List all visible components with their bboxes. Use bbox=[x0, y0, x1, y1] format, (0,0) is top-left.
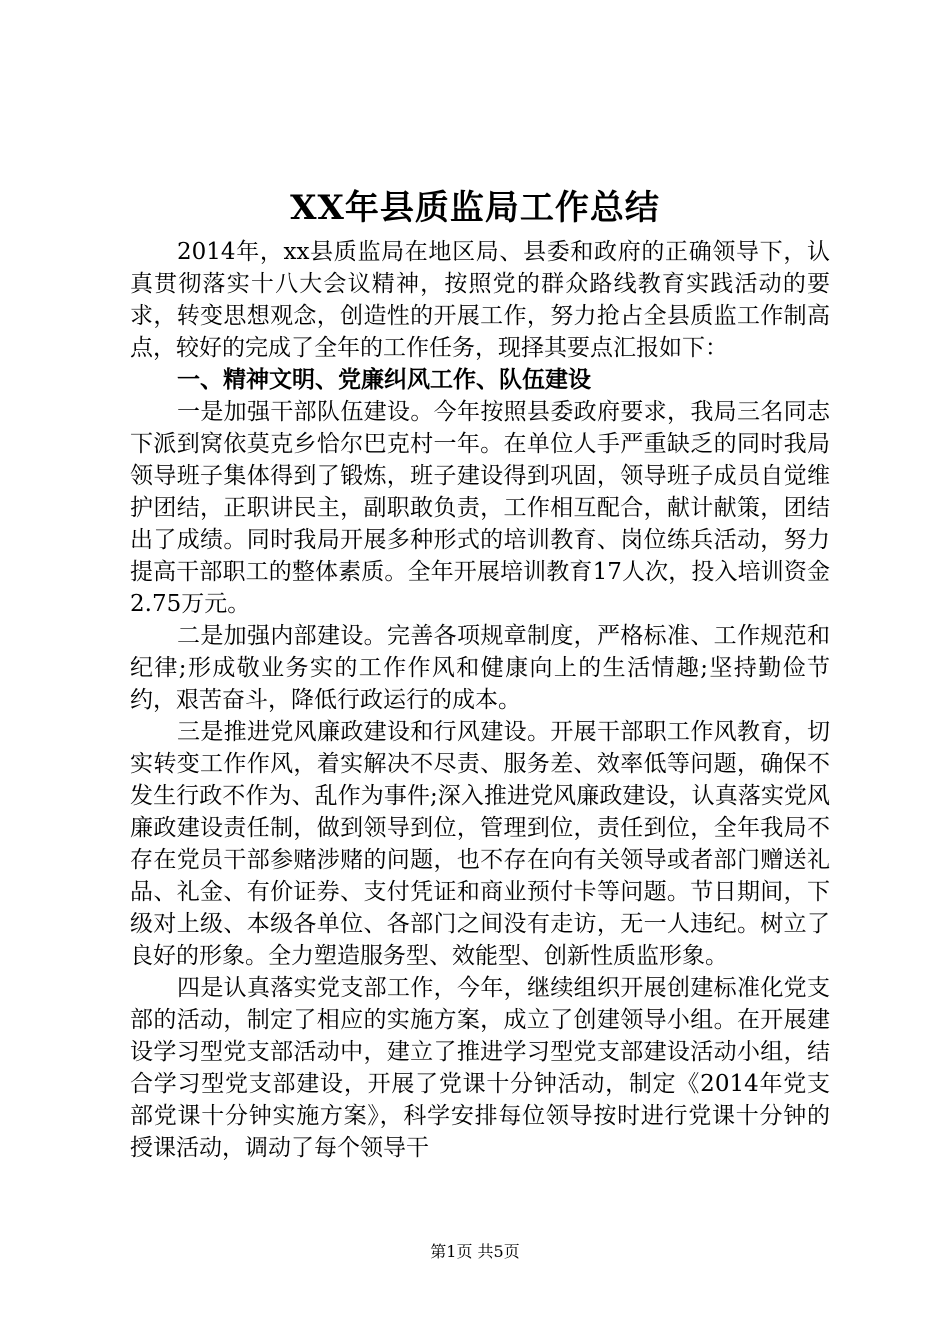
document-title: XX年县质监局工作总结 bbox=[290, 188, 660, 228]
intro-paragraph: 2014年，xx县质监局在地区局、县委和政府的正确领导下，认真贯彻落实十八大会议精神，按照党的群众路线教育实践活动的要求，转变思想观念，创造性的开展工作，努力抢占全县质监工作制高点，较好的完成了全年的工作任务，现择其要点汇报如下： bbox=[130, 239, 830, 361]
paragraph-one: 一是加强干部队伍建设。今年按照县委政府要求，我局三名同志下派到窝依莫克乡恰尔巴克村一年。在单位人手严重缺乏的同时我局领导班子集体得到了锻炼，班子建设得到巩固，领导班子成员自觉维护团结，正职讲民主，副职敢负责，工作相互配合，献计献策，团结出了成绩。同时我局开展多种形式的培训教育、岗位练兵活动，努力提高干部职工的整体素质。全年开展培训教育17人次，投入培训资金2.75万元。 bbox=[130, 399, 830, 617]
section-heading: 一、精神文明、党廉纠风工作、队伍建设 bbox=[177, 366, 591, 393]
paragraph-three: 三是推进党风廉政建设和行风建设。开展干部职工作风教育，切实转变工作作风，着实解决不尽责、服务差、效率低等问题，确保不发生行政不作为、乱作为事件;深入推进党风廉政建设，认真落实党风廉政建设责任制，做到领导到位，管理到位，责任到位，全年我局不存在党员干部参赌涉赌的问题，也不存在向有关领导或者部门赠送礼品、礼金、有价证券、支付凭证和商业预付卡等问题。节日期间，下级对上级、本级各单位、各部门之间没有走访，无一人违纪。树立了良好的形象。全力塑造服务型、效能型、创新性质监形象。 bbox=[130, 719, 830, 969]
paragraph-two: 二是加强内部建设。完善各项规章制度，严格标准、工作规范和纪律;形成敬业务实的工作作风和健康向上的生活情趣;坚持勤俭节约，艰苦奋斗，降低行政运行的成本。 bbox=[130, 623, 830, 713]
paragraph-four: 四是认真落实党支部工作，今年，继续组织开展创建标准化党支部的活动，制定了相应的实施方案，成立了创建领导小组。在开展建设学习型党支部活动中，建立了推进学习型党支部建设活动小组，结合学习型党支部建设，开展了党课十分钟活动，制定《2014年党支部党课十分钟实施方案》，科学安排每位领导按时进行党课十分钟的授课活动，调动了每个领导干 bbox=[130, 975, 830, 1161]
page-footer: 第1页 共5页 bbox=[430, 1242, 520, 1261]
document-body bbox=[130, 236, 830, 1164]
